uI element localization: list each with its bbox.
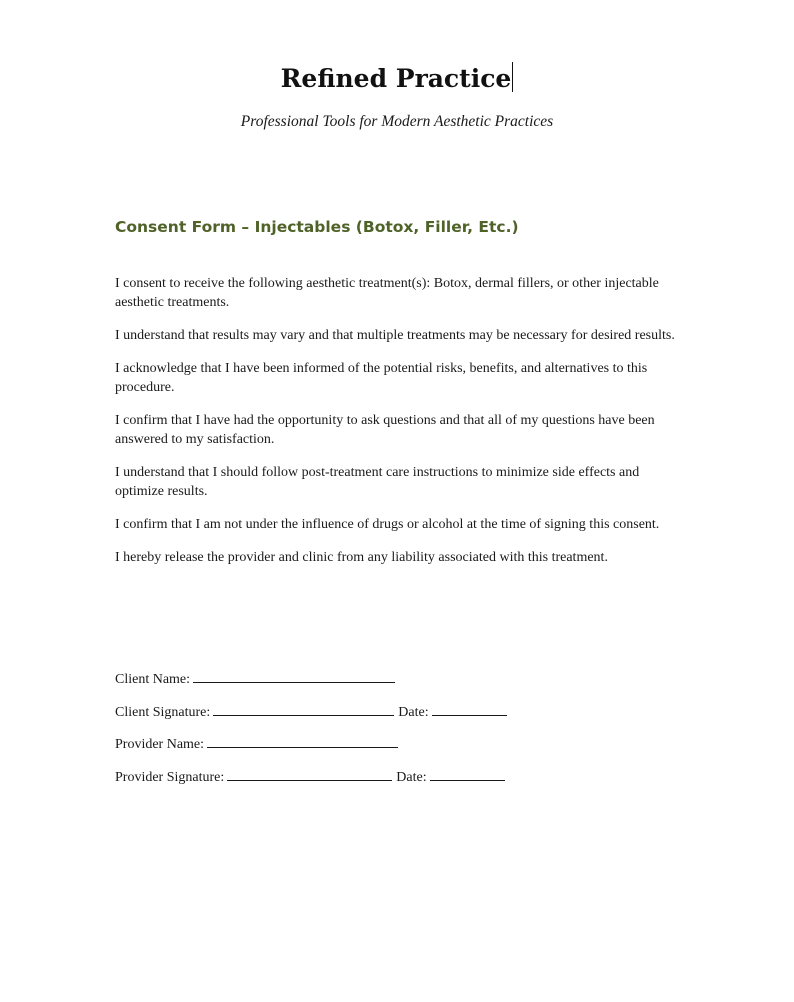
client-date-label: Date: xyxy=(398,704,429,720)
provider-signature-row xyxy=(115,766,507,799)
provider-name-label: Provider Name: xyxy=(115,737,205,752)
consent-paragraph: I consent to receive the following aesthetic treatment(s): Botox, dermal fillers, or other injectable aesthetic treatments. xyxy=(115,276,659,310)
client-name-row xyxy=(115,668,507,701)
provider-signature-line[interactable] xyxy=(227,766,392,781)
consent-paragraph: I acknowledge that I have been informed of the potential risks, benefits, and alternatives to this procedure. xyxy=(115,361,648,395)
consent-statements xyxy=(115,274,685,581)
provider-date-label: Date: xyxy=(396,769,427,785)
document-title-text: Refined Practice xyxy=(280,64,512,93)
document-title xyxy=(0,60,794,98)
consent-paragraph: I hereby release the provider and clinic from any liability associated with this treatment. xyxy=(115,550,608,565)
provider-name-line[interactable] xyxy=(207,733,398,748)
consent-paragraph: I understand that I should follow post-treatment care instructions to minimize side effects and optimize results. xyxy=(115,465,640,499)
client-date-line[interactable] xyxy=(432,701,507,716)
provider-date-line[interactable] xyxy=(430,766,505,781)
text-cursor xyxy=(512,62,513,92)
consent-paragraph: I confirm that I am not under the influence of drugs or alcohol at the time of signing this consent. xyxy=(115,517,660,532)
provider-name-row xyxy=(115,733,507,766)
client-name-label: Client Name: xyxy=(115,672,191,687)
signature-block xyxy=(115,668,507,798)
client-signature-label: Client Signature: xyxy=(115,704,211,720)
consent-paragraph: I understand that results may vary and that multiple treatments may be necessary for desired results. xyxy=(115,328,675,343)
form-heading: Consent Form – Injectables (Botox, Filler, Etc.) xyxy=(115,218,519,236)
client-signature-row xyxy=(115,701,507,734)
client-signature-line[interactable] xyxy=(213,701,394,716)
client-name-line[interactable] xyxy=(193,668,395,683)
consent-paragraph: I confirm that I have had the opportunity to ask questions and that all of my questions have been answered to my satisfaction. xyxy=(115,413,655,447)
provider-signature-label: Provider Signature: xyxy=(115,769,225,785)
document-subtitle: Professional Tools for Modern Aesthetic Practices xyxy=(240,113,554,130)
